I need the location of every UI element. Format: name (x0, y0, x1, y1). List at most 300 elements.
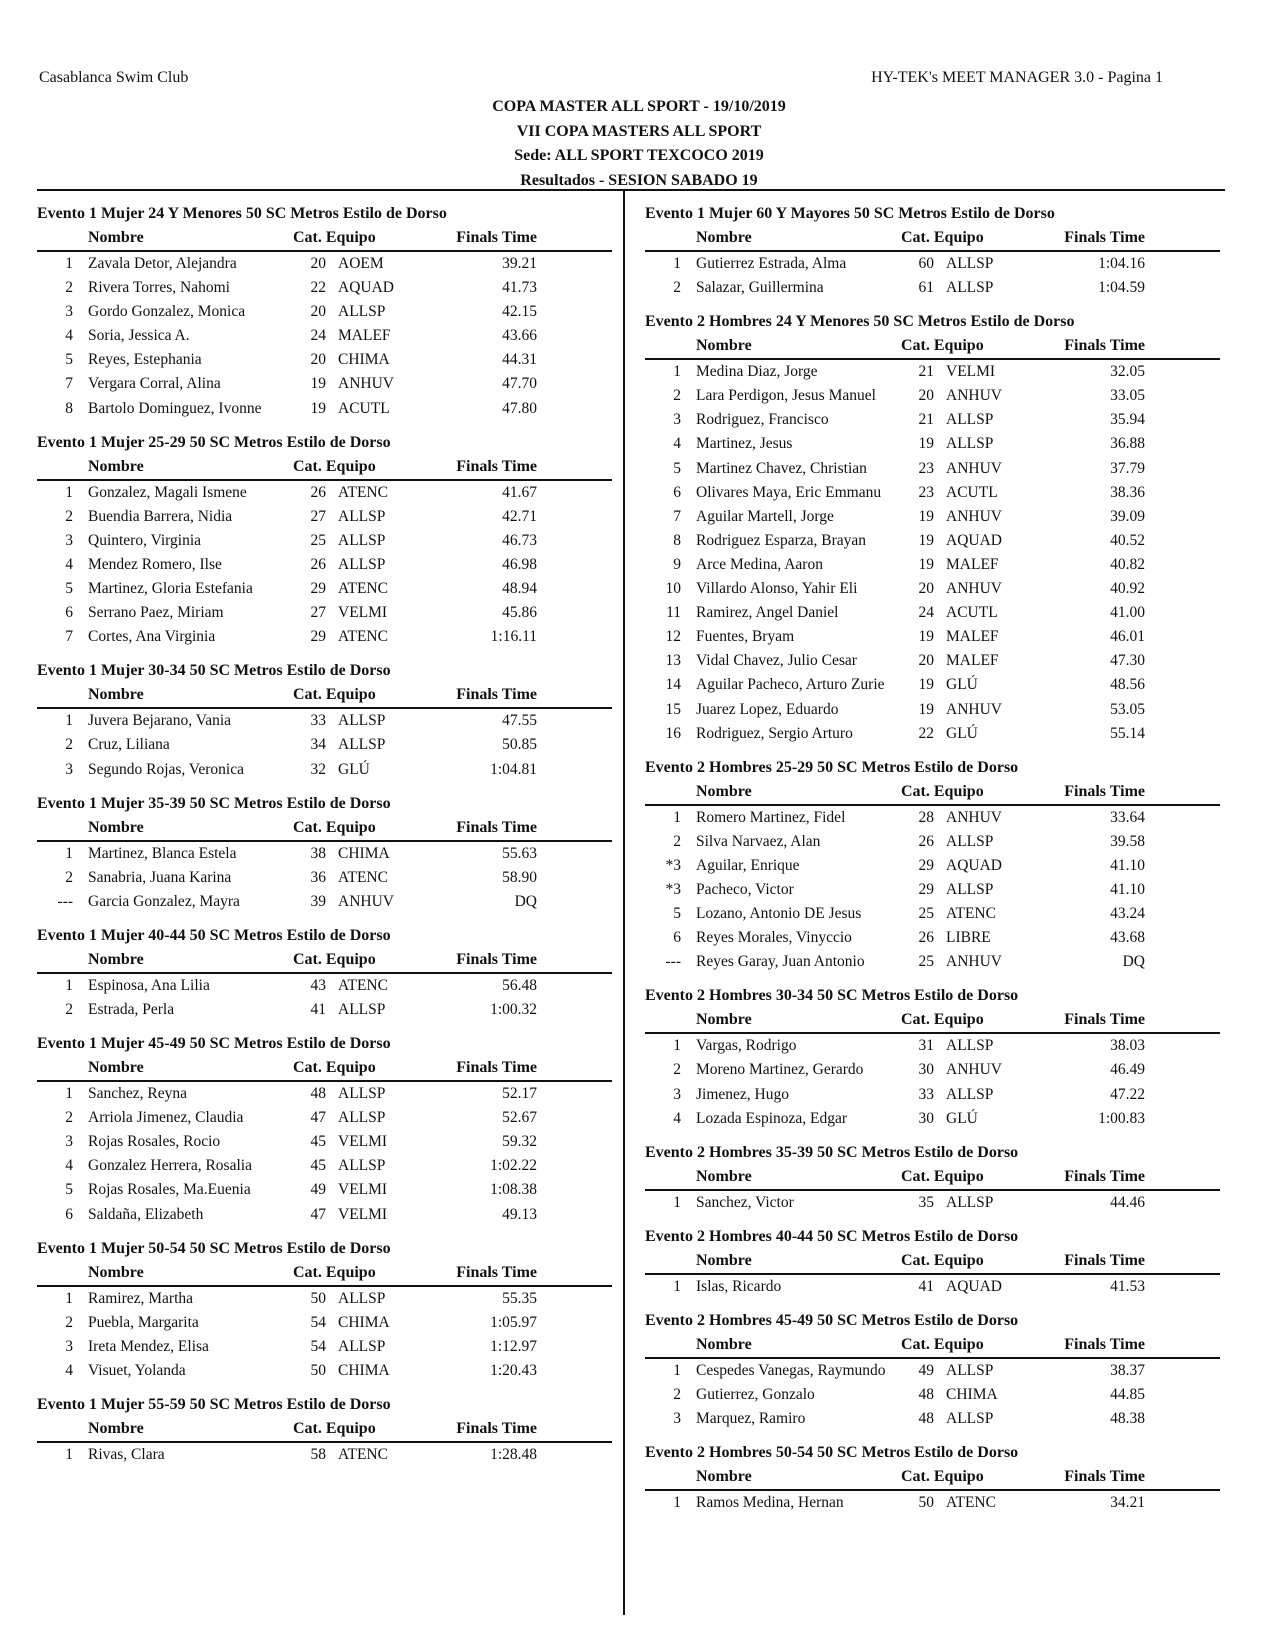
event-section (645, 312, 1220, 746)
event-section (645, 1443, 1220, 1515)
team: ATENC (338, 483, 388, 501)
place: 2 (673, 387, 681, 405)
finals-time: 58.90 (502, 868, 537, 886)
finals-time: 45.86 (502, 604, 537, 622)
finals-time: 1:16.11 (490, 628, 537, 646)
finals-time: 41.67 (502, 483, 537, 501)
age: 33 (918, 1085, 934, 1103)
event-section (37, 1395, 612, 1467)
place: 6 (673, 483, 681, 501)
place: 3 (65, 303, 73, 321)
finals-time: 1:04.59 (1098, 279, 1145, 297)
finals-time: 39.21 (502, 255, 537, 272)
finals-time: 1:04.81 (490, 760, 537, 778)
team: ALLSP (946, 279, 994, 297)
header-finals-time: Finals Time (1064, 337, 1145, 355)
place: 5 (673, 905, 681, 923)
age: 20 (310, 351, 326, 369)
result-row (37, 974, 612, 998)
results-header (645, 1467, 1220, 1491)
place: 3 (673, 1085, 681, 1103)
place: 9 (673, 555, 681, 573)
age: 20 (918, 652, 934, 670)
swimmer-name: Villardo Alonso, Yahir Eli (696, 580, 858, 598)
place: 2 (65, 1313, 73, 1331)
team: ANHUV (338, 375, 394, 393)
header-cat-team: Cat. Equipo (293, 229, 376, 246)
result-row (645, 1491, 1220, 1515)
team: GLÚ (946, 676, 978, 694)
age: 27 (310, 507, 326, 525)
finals-time: 33.64 (1110, 808, 1145, 826)
result-row (37, 553, 612, 577)
result-row (37, 324, 612, 348)
event-title: Evento 1 Mujer 25-29 50 SC Metros Estilo de Dorso (37, 433, 391, 451)
header-finals-time: Finals Time (1064, 229, 1145, 246)
event-title: Evento 2 Hombres 45-49 50 SC Metros Estilo de Dorso (645, 1311, 1019, 1329)
finals-time: 41.10 (1110, 856, 1145, 874)
swimmer-name: Rojas Rosales, Rocio (88, 1133, 221, 1151)
place: 7 (65, 375, 73, 393)
place: 1 (65, 712, 73, 730)
result-row (645, 830, 1220, 854)
age: 19 (918, 531, 934, 549)
age: 26 (310, 555, 326, 573)
swimmer-name: Sanchez, Reyna (88, 1085, 187, 1103)
finals-time: 33.05 (1110, 387, 1145, 405)
team: MALEF (946, 652, 999, 670)
finals-time: DQ (1122, 953, 1145, 971)
place: 1 (673, 1361, 681, 1379)
age: 48 (310, 1085, 326, 1103)
header-name: Nombre (696, 782, 752, 800)
swimmer-name: Islas, Ricardo (696, 1277, 782, 1295)
age: 27 (310, 604, 326, 622)
swimmer-name: Reyes, Estephania (88, 351, 202, 369)
result-row (37, 300, 612, 324)
age: 20 (918, 580, 934, 598)
header-cat-team: Cat. Equipo (293, 1420, 376, 1437)
result-row (37, 625, 612, 649)
swimmer-name: Ramirez, Martha (88, 1289, 194, 1307)
header-finals-time: Finals Time (1064, 782, 1145, 800)
age: 48 (918, 1410, 934, 1428)
team: ALLSP (338, 1337, 386, 1355)
swimmer-name: Garcia Gonzalez, Mayra (88, 892, 240, 910)
swimmer-name: Bartolo Dominguez, Ivonne (88, 399, 262, 417)
swimmer-name: Martinez Chavez, Christian (696, 459, 867, 477)
swimmer-name: Puebla, Margarita (88, 1313, 199, 1331)
result-row (645, 408, 1220, 432)
team: ANHUV (946, 580, 1002, 598)
swimmer-name: Sanchez, Victor (696, 1193, 794, 1211)
age: 19 (918, 700, 934, 718)
event-title: Evento 1 Mujer 30-34 50 SC Metros Estilo de Dorso (37, 662, 391, 680)
header-cat-team: Cat. Equipo (901, 1335, 984, 1353)
swimmer-name: Segundo Rojas, Veronica (88, 760, 244, 778)
header-finals-time: Finals Time (1064, 1251, 1145, 1269)
result-row (645, 649, 1220, 673)
event-section (645, 986, 1220, 1130)
header-name: Nombre (696, 229, 752, 246)
header-finals-time: Finals Time (456, 229, 537, 246)
team: GLÚ (338, 760, 370, 778)
swimmer-name: Marquez, Ramiro (696, 1410, 806, 1428)
meet-subtitle: VII COPA MASTERS ALL SPORT (516, 122, 762, 140)
age: 19 (918, 555, 934, 573)
finals-time: 41.53 (1110, 1277, 1145, 1295)
event-title: Evento 2 Hombres 35-39 50 SC Metros Estilo de Dorso (645, 1143, 1019, 1161)
swimmer-name: Rodriguez Esparza, Brayan (696, 531, 867, 549)
team: ALLSP (338, 303, 386, 321)
place: 1 (673, 363, 681, 381)
place: 10 (665, 580, 681, 598)
place: 5 (65, 351, 73, 369)
finals-time: 59.32 (502, 1133, 537, 1151)
finals-time: 53.05 (1110, 700, 1145, 718)
team: ATENC (338, 628, 388, 646)
header-finals-time: Finals Time (1064, 1468, 1145, 1486)
age: 50 (918, 1494, 934, 1512)
swimmer-name: Silva Narvaez, Alan (696, 832, 821, 850)
result-row (645, 1275, 1220, 1299)
result-row (645, 577, 1220, 601)
event-title: Evento 2 Hombres 40-44 50 SC Metros Estilo de Dorso (645, 1227, 1019, 1245)
swimmer-name: Pacheco, Victor (696, 880, 794, 898)
team: ALLSP (946, 1361, 994, 1379)
team: ANHUV (946, 459, 1002, 477)
result-row (645, 1191, 1220, 1215)
place: 6 (65, 1205, 73, 1223)
finals-time: 40.52 (1110, 531, 1145, 549)
age: 25 (918, 905, 934, 923)
header-cat-team: Cat. Equipo (293, 818, 376, 836)
place: 2 (65, 507, 73, 525)
header-name: Nombre (88, 1420, 144, 1437)
age: 25 (918, 953, 934, 971)
event-section (645, 758, 1220, 975)
header-cat-team: Cat. Equipo (293, 1059, 376, 1077)
swimmer-name: Salazar, Guillermina (696, 279, 824, 297)
header-cat-team: Cat. Equipo (293, 457, 376, 475)
swimmer-name: Arce Medina, Aaron (696, 555, 823, 573)
header-name: Nombre (88, 950, 144, 968)
swimmer-name: Quintero, Virginia (88, 531, 202, 549)
team: CHIMA (338, 844, 390, 862)
results-header (645, 1335, 1220, 1359)
result-row (37, 890, 612, 914)
swimmer-name: Gutierrez Estrada, Alma (696, 255, 847, 272)
team: MALEF (946, 628, 999, 646)
header-cat-team: Cat. Equipo (901, 1167, 984, 1185)
swimmer-name: Mendez Romero, Ilse (88, 555, 222, 573)
result-row (645, 1383, 1220, 1407)
team: VELMI (338, 1205, 388, 1223)
header-name: Nombre (88, 457, 144, 475)
place: 3 (65, 760, 73, 778)
team: ALLSP (338, 1157, 386, 1175)
result-row (645, 854, 1220, 878)
swimmer-name: Gonzalez Herrera, Rosalia (88, 1157, 252, 1175)
result-row (37, 1178, 612, 1202)
finals-time: 47.70 (502, 375, 537, 393)
results-header (645, 228, 1220, 252)
result-row (645, 553, 1220, 577)
place: 4 (65, 1361, 73, 1379)
event-section (37, 926, 612, 1022)
team: ALLSP (946, 1037, 994, 1055)
header-cat-team: Cat. Equipo (901, 1251, 984, 1269)
finals-time: 43.68 (1110, 929, 1145, 947)
result-row (645, 698, 1220, 722)
place: 4 (673, 435, 681, 453)
age: 41 (310, 1000, 326, 1018)
finals-time: 1:00.32 (490, 1000, 537, 1018)
place: *3 (665, 856, 681, 874)
team: AQUAD (946, 531, 1002, 549)
team: ATENC (338, 976, 388, 994)
team: CHIMA (338, 1361, 390, 1379)
header-cat-team: Cat. Equipo (293, 686, 376, 704)
swimmer-name: Visuet, Yolanda (88, 1361, 186, 1379)
result-row (645, 529, 1220, 553)
age: 32 (310, 760, 326, 778)
place: 1 (65, 483, 73, 501)
session-title: Resultados - SESION SABADO 19 (520, 171, 758, 189)
team: ANHUV (946, 700, 1002, 718)
age: 39 (310, 892, 326, 910)
age: 26 (918, 929, 934, 947)
result-row (37, 505, 612, 529)
age: 36 (310, 868, 326, 886)
header-finals-time: Finals Time (1064, 1335, 1145, 1353)
results-header (645, 336, 1220, 360)
event-section (37, 204, 612, 421)
age: 24 (310, 327, 326, 345)
finals-time: 1:08.38 (490, 1181, 537, 1199)
result-row (37, 709, 612, 733)
team: CHIMA (338, 1313, 390, 1331)
place: 4 (65, 327, 73, 345)
team: ATENC (338, 868, 388, 886)
age: 31 (918, 1037, 934, 1055)
age: 30 (918, 1109, 934, 1127)
finals-time: 55.14 (1110, 724, 1145, 742)
event-section (37, 794, 612, 914)
place: 2 (65, 1109, 73, 1127)
finals-time: 40.92 (1110, 580, 1145, 598)
software-page-label: HY-TEK's MEET MANAGER 3.0 - Pagina 1 (871, 69, 1163, 86)
swimmer-name: Vargas, Rodrigo (696, 1037, 797, 1055)
age: 29 (918, 880, 934, 898)
team: ALLSP (338, 1289, 386, 1307)
place: 2 (65, 736, 73, 754)
finals-time: 47.22 (1110, 1085, 1145, 1103)
age: 50 (310, 1361, 326, 1379)
place: 4 (65, 1157, 73, 1175)
results-header (37, 1058, 612, 1082)
finals-time: 56.48 (502, 976, 537, 994)
age: 22 (918, 724, 934, 742)
team: ATENC (946, 1494, 996, 1512)
club-name: Casablanca Swim Club (39, 69, 189, 86)
place: 1 (65, 255, 73, 272)
swimmer-name: Sanabria, Juana Karina (88, 868, 232, 886)
finals-time: 1:05.97 (490, 1313, 537, 1331)
header-cat-team: Cat. Equipo (901, 229, 984, 246)
age: 20 (310, 255, 326, 272)
result-row (645, 722, 1220, 746)
swimmer-name: Serrano Paez, Miriam (88, 604, 224, 622)
place: 5 (65, 580, 73, 598)
result-row (645, 601, 1220, 625)
team: LIBRE (946, 929, 991, 947)
team: AQUAD (338, 279, 394, 297)
team: ATENC (946, 905, 996, 923)
place: 1 (65, 1446, 73, 1463)
finals-time: 1:12.97 (490, 1337, 537, 1355)
result-row (645, 902, 1220, 926)
team: ANHUV (338, 892, 394, 910)
result-row (645, 1034, 1220, 1058)
result-row (645, 276, 1220, 300)
swimmer-name: Estrada, Perla (88, 1000, 175, 1018)
swimmer-name: Cespedes Vanegas, Raymundo (696, 1361, 886, 1379)
place: 2 (65, 868, 73, 886)
results-header (37, 818, 612, 842)
result-row (645, 1083, 1220, 1107)
team: ALLSP (946, 832, 994, 850)
team: ALLSP (946, 1085, 994, 1103)
place: 1 (673, 1037, 681, 1055)
result-row (645, 673, 1220, 697)
place: 5 (673, 459, 681, 477)
finals-time: 41.10 (1110, 880, 1145, 898)
result-row (645, 432, 1220, 456)
team: VELMI (338, 1133, 388, 1151)
result-row (37, 372, 612, 396)
age: 19 (918, 507, 934, 525)
age: 20 (310, 303, 326, 321)
age: 20 (918, 387, 934, 405)
place: 3 (65, 1337, 73, 1355)
age: 22 (310, 279, 326, 297)
team: ALLSP (338, 555, 386, 573)
place: 1 (65, 1085, 73, 1103)
swimmer-name: Lozano, Antonio DE Jesus (696, 905, 862, 923)
place: 6 (65, 604, 73, 622)
age: 19 (918, 676, 934, 694)
place: 3 (65, 1133, 73, 1151)
finals-time: 55.63 (502, 844, 537, 862)
result-row (37, 1335, 612, 1359)
age: 25 (310, 531, 326, 549)
place: 6 (673, 929, 681, 947)
team: ALLSP (946, 411, 994, 429)
swimmer-name: Soria, Jessica A. (88, 327, 190, 345)
swimmer-name: Rodriguez, Sergio Arturo (696, 724, 853, 742)
team: ANHUV (946, 1061, 1002, 1079)
swimmer-name: Jimenez, Hugo (696, 1085, 789, 1103)
age: 26 (310, 483, 326, 501)
age: 48 (918, 1386, 934, 1403)
age: 19 (918, 628, 934, 646)
finals-time: 44.31 (502, 351, 537, 369)
age: 21 (918, 411, 934, 429)
finals-time: 1:02.22 (490, 1157, 537, 1175)
age: 43 (310, 976, 326, 994)
team: ALLSP (946, 435, 994, 453)
age: 19 (310, 399, 326, 417)
swimmer-name: Rojas Rosales, Ma.Euenia (88, 1181, 251, 1199)
header-name: Nombre (88, 1059, 144, 1077)
place: 3 (673, 1410, 681, 1428)
team: ALLSP (338, 1109, 386, 1127)
event-title: Evento 1 Mujer 40-44 50 SC Metros Estilo de Dorso (37, 926, 391, 944)
event-title: Evento 1 Mujer 24 Y Menores 50 SC Metros Estilo de Dorso (37, 205, 447, 222)
age: 26 (918, 832, 934, 850)
swimmer-name: Espinosa, Ana Lilia (88, 976, 210, 994)
place: 1 (65, 976, 73, 994)
age: 49 (918, 1361, 934, 1379)
result-row (645, 252, 1220, 276)
header-cat-team: Cat. Equipo (293, 950, 376, 968)
finals-time: 50.85 (502, 736, 537, 754)
result-row (645, 481, 1220, 505)
age: 28 (918, 808, 934, 826)
swimmer-name: Vergara Corral, Alina (88, 375, 221, 393)
header-cat-team: Cat. Equipo (901, 1011, 984, 1029)
swimmer-name: Gonzalez, Magali Ismene (88, 483, 247, 501)
finals-time: 47.30 (1110, 652, 1145, 670)
finals-time: 1:04.16 (1098, 255, 1145, 272)
header-cat-team: Cat. Equipo (293, 1263, 376, 1281)
event-section (37, 433, 612, 650)
team: CHIMA (946, 1386, 998, 1403)
finals-time: 43.66 (502, 327, 537, 345)
event-section (645, 204, 1220, 300)
place: 13 (665, 652, 681, 670)
swimmer-name: Olivares Maya, Eric Emmanu (696, 483, 882, 501)
age: 19 (310, 375, 326, 393)
team: ACUTL (338, 399, 390, 417)
result-row (37, 397, 612, 421)
team: GLÚ (946, 724, 978, 742)
team: ALLSP (338, 712, 386, 730)
place: --- (57, 892, 73, 910)
team: AQUAD (946, 1277, 1002, 1295)
place: 4 (65, 555, 73, 573)
results-header (37, 1419, 612, 1443)
result-row (645, 878, 1220, 902)
header-cat-team: Cat. Equipo (901, 782, 984, 800)
finals-time: 1:00.83 (1098, 1109, 1145, 1127)
swimmer-name: Martinez, Gloria Estefania (88, 580, 253, 598)
result-row (645, 625, 1220, 649)
place: 12 (665, 628, 681, 646)
finals-time: 46.49 (1110, 1061, 1145, 1079)
header-finals-time: Finals Time (456, 1420, 537, 1437)
swimmer-name: Romero Martinez, Fidel (696, 808, 846, 826)
swimmer-name: Rodriguez, Francisco (696, 411, 829, 429)
header-name: Nombre (696, 337, 752, 355)
place: 11 (666, 604, 681, 622)
swimmer-name: Moreno Martinez, Gerardo (696, 1061, 864, 1079)
place: 1 (673, 1193, 681, 1211)
finals-time: 32.05 (1110, 363, 1145, 381)
header-finals-time: Finals Time (456, 1263, 537, 1281)
finals-time: 37.79 (1110, 459, 1145, 477)
